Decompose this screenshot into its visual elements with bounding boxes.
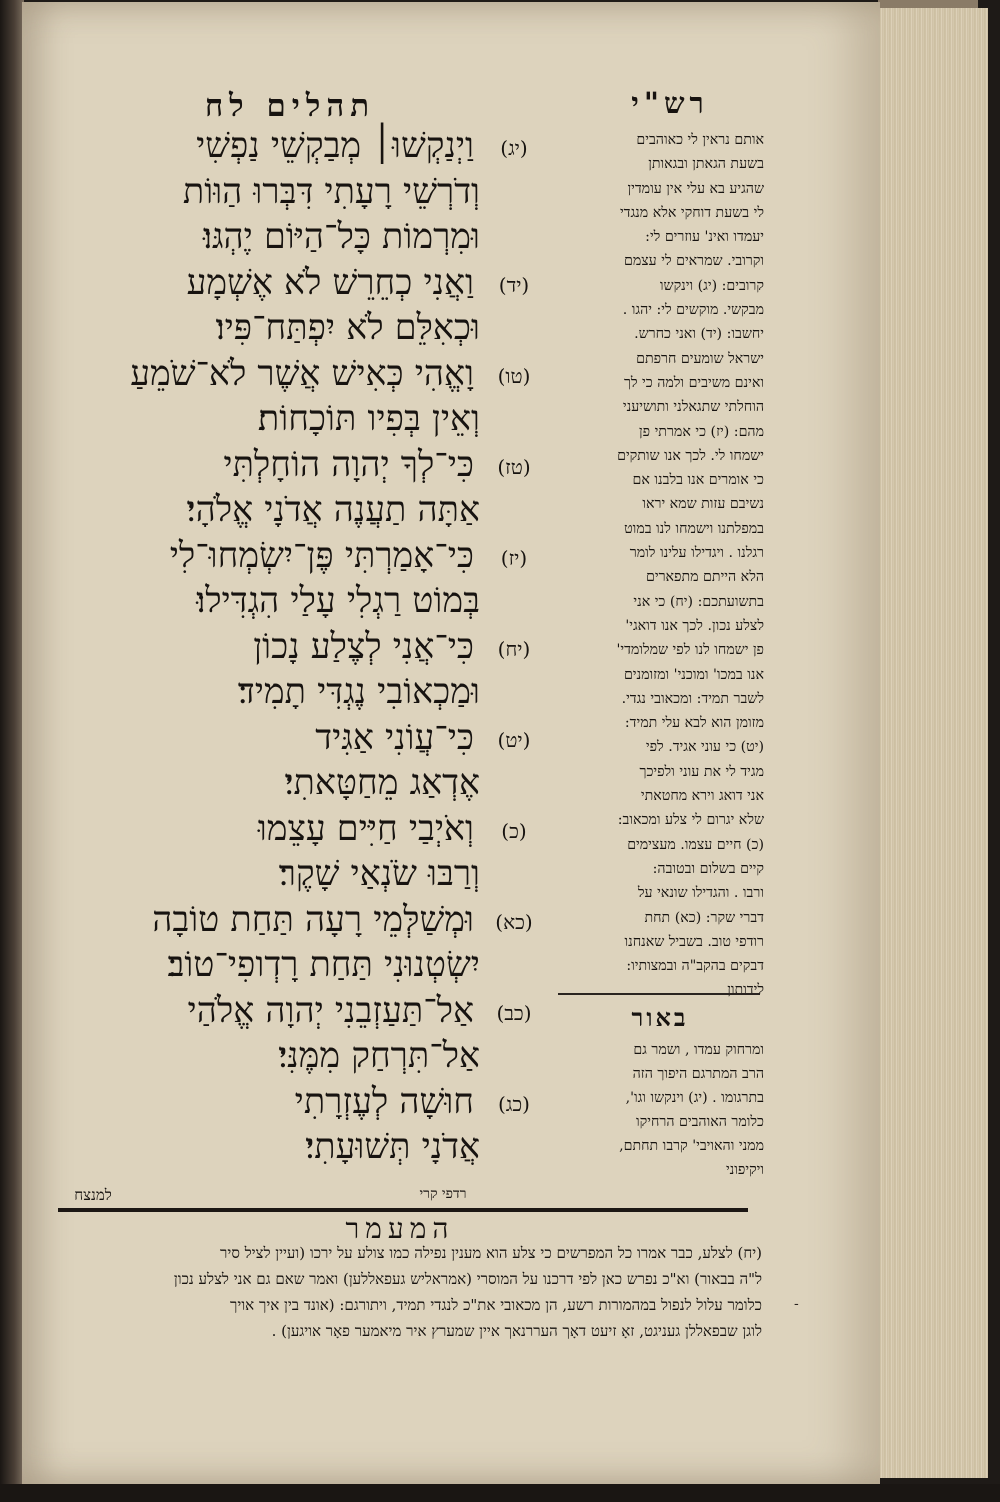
rashi-line: יעמדו ואינ' עוזרים לי: bbox=[645, 229, 764, 246]
verse-line bbox=[60, 625, 542, 671]
rashi-line: דברי שקר: (כא) תחת bbox=[644, 909, 764, 926]
rashi-line: לשבר תמיד: ומכאובי נגדי. bbox=[621, 690, 764, 707]
rashi-line: ואינם משיבים ולמה כי לך bbox=[623, 374, 764, 391]
rashi-line: ישראל שומעים חרפתם bbox=[636, 350, 764, 367]
maamar-line: (יח) לצלע, כבר אמרו כל המפרשים כי צלע הוא מענין נפילה כמו צולע על ירכו (ועיין לציל סיר bbox=[220, 1244, 762, 1262]
verse-line bbox=[60, 807, 542, 853]
verse-line bbox=[60, 170, 542, 216]
rashi-line: לי בשעת דוחקי אלא מנגדי bbox=[619, 204, 764, 221]
rashi-line: רגלנו . ויגדילו עלינו לומר bbox=[629, 545, 764, 562]
rashi-line: מזומן הוא לבא עלי תמיד: bbox=[624, 715, 764, 732]
verse-number: (יד) bbox=[498, 272, 530, 297]
verse-text: וּכְאִלֵּם לֹא יִפְתַּח־פִּיו׃ bbox=[215, 308, 480, 348]
rashi-line: אנו במכו' ומוכני' ומזומנים bbox=[623, 666, 764, 683]
verse-text: וָאֱהִי כְּאִישׁ אֲשֶׁר לֹא־שֹׁמֵעַ bbox=[130, 353, 474, 394]
rashi-line: מבקשי. מוקשים לי: יהגו . bbox=[622, 302, 764, 319]
rashi-line: הלא הייתם מתפארים bbox=[646, 569, 764, 586]
verse-line bbox=[60, 397, 542, 443]
verse-number: (טז) bbox=[497, 454, 531, 479]
rashi-line: (יט) כי עוני אגיד. לפי bbox=[645, 739, 764, 756]
rashi-line: הוחלתי שתגאלני ותושיעני bbox=[622, 399, 764, 416]
catchword: למנצח bbox=[74, 1186, 112, 1204]
verse-number: (טו) bbox=[497, 363, 531, 388]
rashi-line: מגיד לי את עוני ולפיכך bbox=[639, 763, 764, 780]
verse-text: אַתָּה תַעֲנֶה אֲדֹנָי אֱלֹהָי׃ bbox=[186, 490, 480, 530]
rashi-line: וקרובי. שמראים לי עצמם bbox=[623, 253, 764, 270]
verse-line bbox=[60, 898, 542, 944]
verse-text: וְדֹרְשֵׁי רָעָתִי דִּבְּרוּ הַוּוֹת bbox=[182, 171, 480, 212]
verse-text: וּמְשַׁלְּמֵי רָעָה תַּחַת טוֹבָה bbox=[152, 899, 474, 940]
verse-line bbox=[60, 306, 542, 352]
verse-text: כִּי־אָמַרְתִּי פֶּן־יִשְׂמְחוּ־לִי bbox=[169, 535, 474, 576]
verse-line bbox=[60, 989, 542, 1035]
biur-line: כלומר האוהבים הרחיקו bbox=[636, 1114, 764, 1130]
verse-number: (כג) bbox=[498, 1091, 530, 1116]
verse-text: כִּי־לְךָ יְהוָה הוֹחָלְתִּי bbox=[223, 444, 474, 485]
page-title: תהלים לח bbox=[204, 88, 376, 124]
verse-text: וַאֲנִי כְחֵרֵשׁ לֹא אֶשְׁמָע bbox=[186, 262, 474, 303]
verse-number: (יג) bbox=[500, 136, 528, 160]
rashi-line: קיים בשלום ובטובה: bbox=[652, 860, 764, 877]
rashi-line: יחשבו: (יד) ואני כחרש. bbox=[634, 326, 764, 343]
verse-number: (כא) bbox=[495, 909, 533, 934]
verse-line bbox=[60, 579, 542, 625]
verse-text: וְאֵין בְּפִיו תּוֹכָחוֹת׃ bbox=[257, 399, 480, 439]
rashi-title: רש"י bbox=[631, 86, 709, 120]
verse-text: וְאֹיְבַי חַיִּים עָצֵמוּ bbox=[257, 808, 474, 849]
verse-line bbox=[60, 124, 542, 170]
verse-text: אַל־תִּרְחַק מִמֶּנִּי׃ bbox=[278, 1036, 480, 1076]
rashi-line: פן ישמחו לנו לפי שמלומדי' bbox=[616, 642, 764, 659]
rashi-line: אני דואג וירא מחטאתי bbox=[640, 788, 764, 805]
verse-text: אֲדֹנָי תְּשׁוּעָתִי׃ bbox=[305, 1127, 480, 1167]
verse-line bbox=[60, 716, 542, 762]
verse-number: (כב) bbox=[496, 1000, 532, 1025]
verse-text: וַיְנַקְשׁוּ׀ מְבַקְשֵׁי נַפְשִׁי bbox=[196, 126, 474, 166]
rashi-line: בתשועתכם: (יח) כי אני bbox=[633, 593, 764, 610]
verse-line bbox=[60, 852, 542, 898]
verse-line bbox=[60, 443, 542, 489]
verse-line bbox=[60, 488, 542, 534]
maamar-line: לוגן שבפאללן געניגט, זאָ זיעט דאָך העררנאך איין שמערץ איר מיאמער פאָר אויגען) . bbox=[271, 1322, 762, 1340]
verse-line bbox=[60, 534, 542, 580]
rashi-line: לצלע נכון. לכך אנו דואגי' bbox=[625, 617, 764, 634]
verse-line bbox=[60, 1034, 542, 1080]
rashi-line: שלא יגרום לי צלע ומכאוב: bbox=[617, 812, 764, 829]
verse-line bbox=[60, 261, 542, 307]
maamar-title: המעמר bbox=[345, 1212, 455, 1245]
verse-text: וּמִרְמוֹת כָּל־הַיּוֹם יֶהְגּוּ׃ bbox=[203, 217, 480, 257]
maamar-line: ל"ה בבאור) וא"כ נפרש כאן לפי דרכנו על המוסרי (אמראליש געפאללען) ואמר שאם גם אני לצלע נכון bbox=[173, 1270, 762, 1288]
biur-line: בתרגומו . (יג) וינקשו וגו', bbox=[625, 1090, 764, 1106]
verse-number: (יז) bbox=[500, 545, 528, 570]
biur-title: באור bbox=[631, 1003, 689, 1032]
rashi-line: אותם נראין לי כאוהבים bbox=[636, 132, 764, 148]
verse-text: יִשְׂטְנוּנִי תַּחַת רָדְופִי־טוֹב׃ bbox=[167, 945, 480, 985]
book-spine bbox=[0, 0, 24, 1502]
verse-line bbox=[60, 352, 542, 398]
verse-line bbox=[60, 761, 542, 807]
rashi-line: רודפי טוב. בשביל שאנחנו bbox=[624, 933, 764, 950]
verse-text: אֶדְאַג מֵחַטָּאתִי׃ bbox=[284, 763, 480, 803]
biur-line: הרב המתרגם היפוך הזה bbox=[632, 1066, 764, 1082]
margin-mark: - bbox=[794, 1296, 799, 1312]
verse-text: וּמַכְאוֹבִי נֶגְדִּי תָמִיד׃ bbox=[237, 672, 480, 712]
biur-line: ומרחוק עמדו , ושמר גם bbox=[633, 1042, 764, 1058]
rashi-line: נשיבם עזות שמא יראו bbox=[642, 496, 764, 513]
verse-text: כִּי־אֲנִי לְצֶלַע נָכוֹן bbox=[253, 626, 474, 667]
biur-line: ויקיפוני bbox=[725, 1162, 764, 1178]
verse-line bbox=[60, 943, 542, 989]
verse-text: כִּי־עֲוֹנִי אַגִּיד bbox=[315, 717, 474, 758]
rashi-line: כי אומרים אנו בלבנו אם bbox=[632, 472, 764, 489]
verse-number: (יח) bbox=[497, 636, 531, 661]
rashi-line: במפלתנו וישמחו לנו במוט bbox=[624, 520, 764, 537]
rashi-line: שהגיע בא עלי אין עומדין bbox=[627, 180, 764, 197]
rashi-line: מהם: (יז) כי אמרתי פן bbox=[639, 423, 764, 440]
qere-note: רדפי קרי bbox=[419, 1186, 467, 1202]
verse-number: (יט) bbox=[497, 727, 531, 752]
verse-text: בְּמוֹט רַגְלִי עָלַי הִגְדִּילוּ׃ bbox=[196, 581, 480, 621]
rashi-commentary bbox=[552, 128, 764, 1003]
maamar-line: כלומר עלול לנפול במהמורות רשע, הן מכאובי את"כ לנגדי תמיד, ויתורגם: (אונד בין איך אויך bbox=[230, 1296, 762, 1314]
scripture-column bbox=[60, 124, 542, 1171]
verse-line bbox=[60, 1125, 542, 1171]
verse-text: אַל־תַּעַזְבֵנִי יְהוָה אֱלֹהַי bbox=[187, 990, 474, 1031]
rashi-line: ורבו . והגדילו שונאי על bbox=[637, 885, 764, 902]
verse-line bbox=[60, 670, 542, 716]
rashi-line: בשעת הגאתן ובגאותן bbox=[648, 156, 764, 173]
verse-line bbox=[60, 215, 542, 261]
page-edges bbox=[878, 8, 988, 1478]
rashi-line: ישמחו לי. לכך אנו שותקים bbox=[617, 447, 764, 464]
maamar-commentary bbox=[50, 1240, 762, 1344]
biur-commentary bbox=[552, 1038, 764, 1182]
rashi-line: קרובים: (יג) וינקשו bbox=[659, 277, 764, 294]
verse-text: חוּשָׁה לְעֶזְרָתִי bbox=[294, 1081, 474, 1122]
verse-line bbox=[60, 1080, 542, 1126]
verse-text: וְרַבּוּ שֹׂנְאַי שָׁקֶר׃ bbox=[278, 854, 480, 894]
biur-line: ממני והאויבי' קרבו תחתם, bbox=[619, 1138, 764, 1154]
rashi-line: דבקים בהקב"ה ובמצותיו: bbox=[626, 958, 764, 975]
rashi-line: (כ) חיים עצמו. מעצימים bbox=[627, 836, 764, 853]
verse-number: (כ) bbox=[501, 818, 527, 843]
rashi-divider bbox=[558, 993, 760, 995]
rashi-line: לידותון bbox=[727, 982, 764, 999]
bottom-shadow bbox=[0, 1484, 1000, 1502]
